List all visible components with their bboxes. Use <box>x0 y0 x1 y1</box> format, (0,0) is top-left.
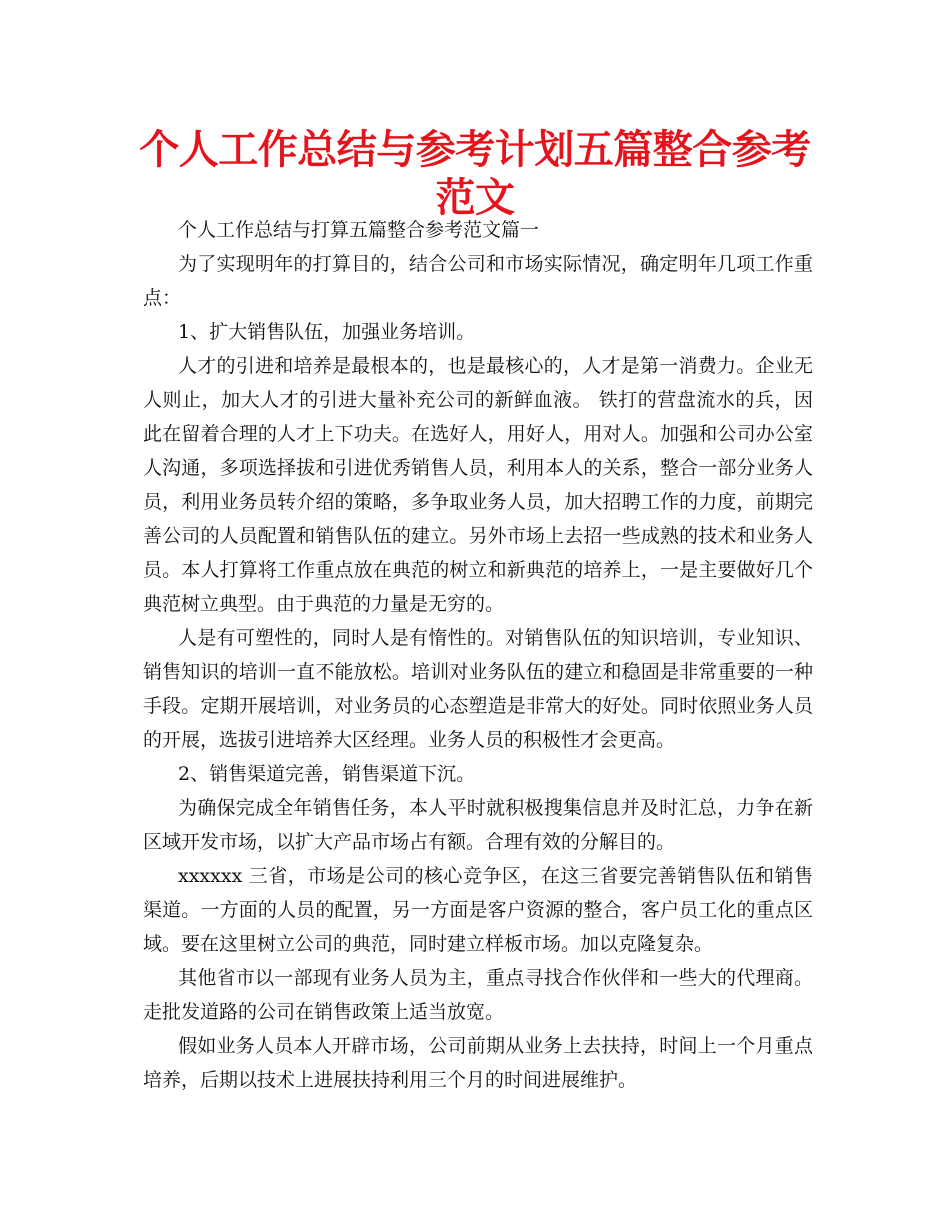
intro-paragraph: 为了实现明年的打算目的，结合公司和市场实际情况，确定明年几项工作重点： <box>143 253 813 309</box>
body-paragraph: 其他省市以一部现有业务人员为主，重点寻找合作伙伴和一些大的代理商。走批发道路的公司在销售政策上适当放宽。 <box>143 967 813 1023</box>
document-body <box>143 213 813 1097</box>
section-heading: 个人工作总结与打算五篇整合参考范文篇一 <box>178 219 540 241</box>
body-paragraph: 人是有可塑性的，同时人是有惰性的。对销售队伍的知识培训，专业知识、销售知识的培训一直不能放松。培训对业务队伍的建立和稳固是非常重要的一种手段。定期开展培训，对业务员的心态塑造是非常大的好处。同时依照业务人员的开展，选拔引进培养大区经理。业务人员的积极性才会更高。 <box>143 627 813 751</box>
body-paragraph: xxxxxx 三省，市场是公司的核心竞争区，在这三省要完善销售队伍和销售渠道。一方面的人员的配置，另一方面是客户资源的整合，客户员工化的重点区域。要在这里树立公司的典范，同时建立样板市场。加以克隆复杂。 <box>143 865 813 955</box>
body-paragraph: 假如业务人员本人开辟市场，公司前期从业务上去扶持，时间上一个月重点培养，后期以技术上进展扶持利用三个月的时间进展维护。 <box>143 1035 813 1091</box>
body-paragraph: 为确保完成全年销售任务，本人平时就积极搜集信息并及时汇总，力争在新区域开发市场，以扩大产品市场占有额。合理有效的分解目的。 <box>143 797 813 853</box>
point-heading-2: 2、销售渠道完善，销售渠道下沉。 <box>178 763 476 785</box>
point-heading-1: 1、扩大销售队伍，加强业务培训。 <box>178 321 476 343</box>
document-title: 个人工作总结与参考计划五篇整合参考范文 <box>139 127 811 221</box>
body-paragraph: 人才的引进和培养是最根本的，也是最核心的，人才是第一消费力。企业无人则止，加大人才的引进大量补充公司的新鲜血液。 铁打的营盘流水的兵，因此在留着合理的人才上下功夫。在选好人，用好人，用对人。加强和公司办公室人沟通，多项选择拔和引进优秀销售人员，利用本人的关系，整合一部分业务人员，利用业务员转介绍的策略，多争取业务人员，加大招聘工作的力度，前期完善公司的人员配置和销售队伍的建立。另外市场上去招一些成熟的技术和业务人员。本人打算将工作重点放在典范的树立和新典范的培养上，一是主要做好几个典范树立典型。由于典范的力量是无穷的。 <box>143 355 813 615</box>
